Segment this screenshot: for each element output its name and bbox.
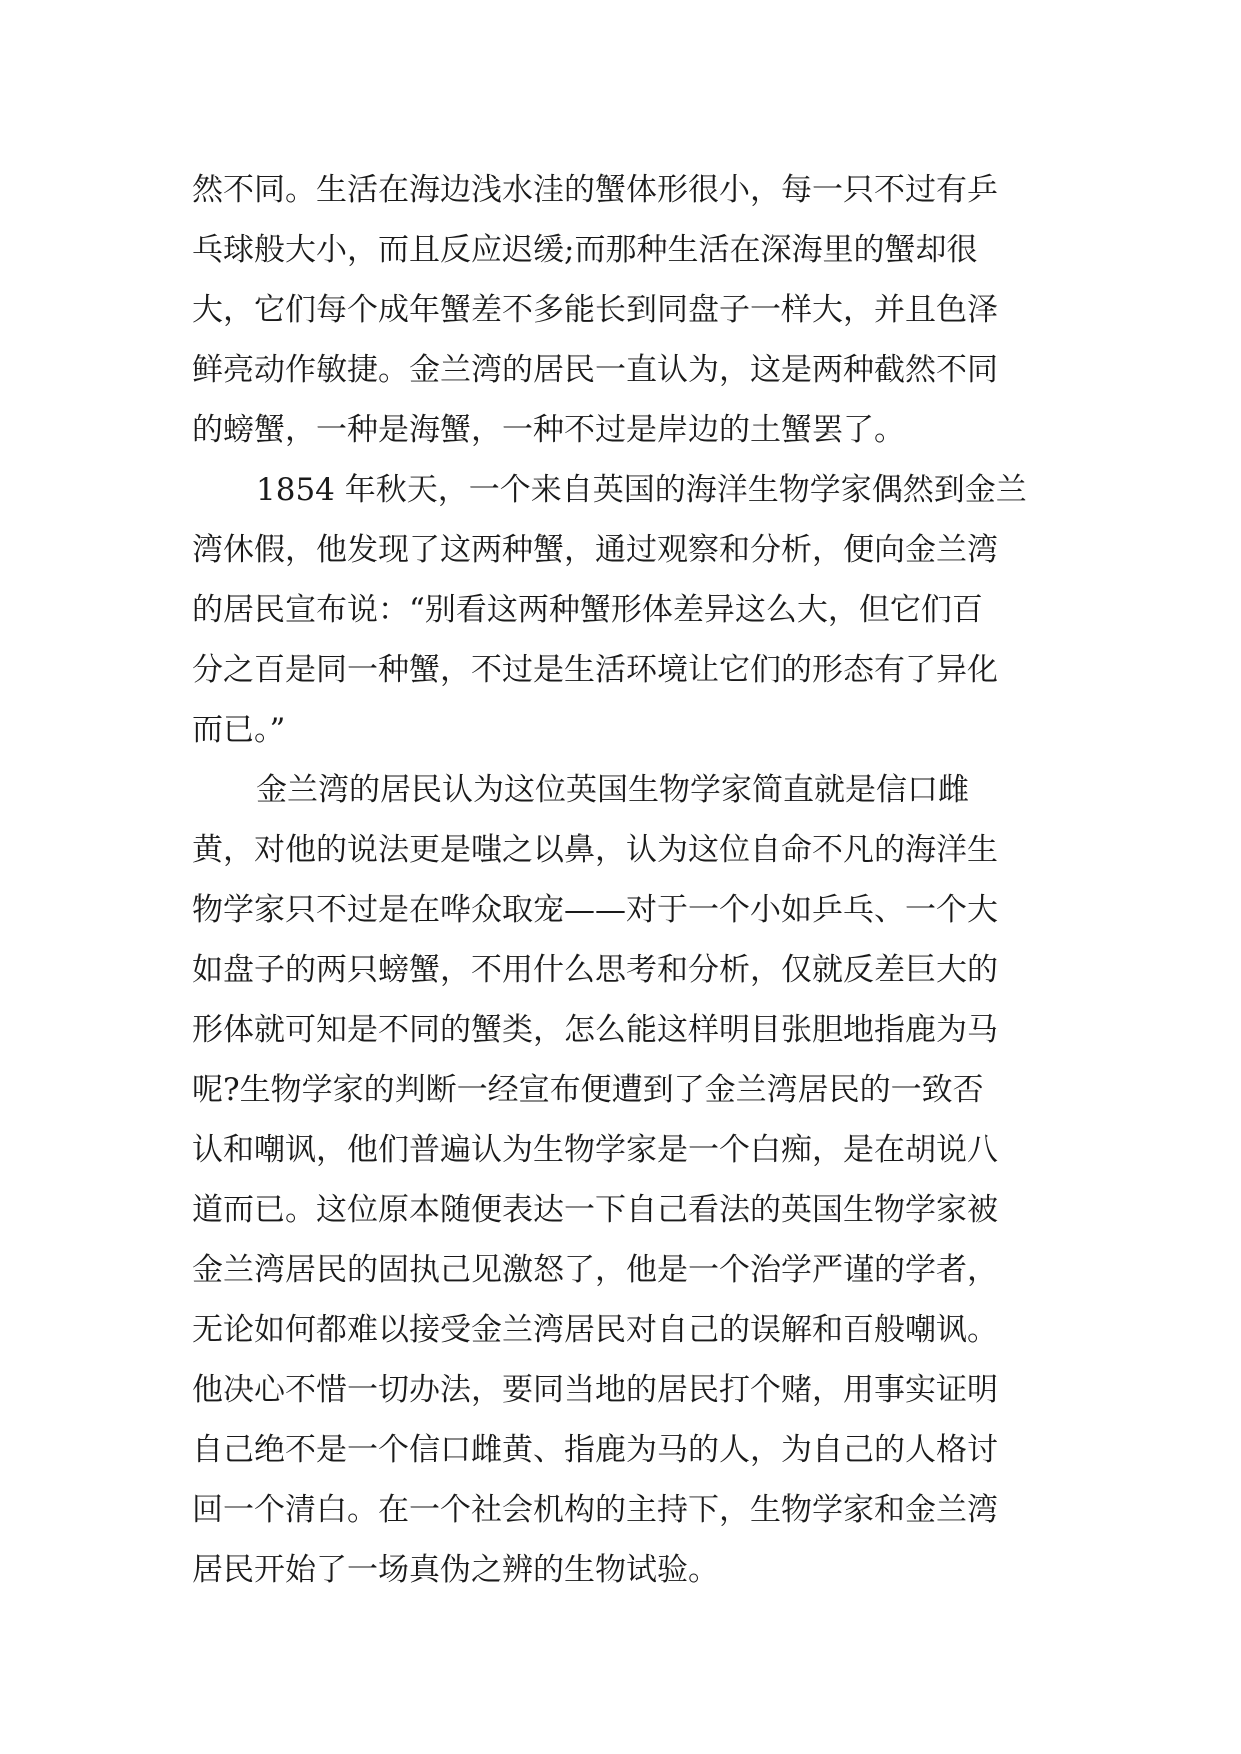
text-line: 回一个清白。在一个社会机构的主持下，生物学家和金兰湾 [192, 1492, 998, 1528]
text-line: 认和嘲讽，他们普遍认为生物学家是一个白痴，是在胡说八 [192, 1132, 998, 1168]
text-line: 乓球般大小，而且反应迟缓;而那种生活在深海里的蟹却很 [192, 232, 978, 268]
text-line: 道而已。这位原本随便表达一下自己看法的英国生物学家被 [192, 1192, 998, 1228]
text-line: 然不同。生活在海边浅水洼的蟹体形很小，每一只不过有乒 [192, 172, 998, 208]
text-line: 而已。” [192, 712, 286, 748]
text-line: 呢?生物学家的判断一经宣布便遭到了金兰湾居民的一致否 [192, 1072, 984, 1108]
text-line: 的螃蟹，一种是海蟹，一种不过是岸边的土蟹罢了。 [192, 412, 905, 448]
text-line: 的居民宣布说：“别看这两种蟹形体差异这么大，但它们百 [192, 592, 983, 628]
text-line: 物学家只不过是在哗众取宠——对于一个小如乒乓、一个大 [192, 892, 998, 928]
text-line: 自己绝不是一个信口雌黄、指鹿为马的人，为自己的人格讨 [192, 1432, 998, 1468]
text-line: 他决心不惜一切办法，要同当地的居民打个赌，用事实证明 [192, 1372, 998, 1408]
text-line: 鲜亮动作敏捷。金兰湾的居民一直认为，这是两种截然不同 [192, 352, 998, 388]
text-line: 湾休假，他发现了这两种蟹，通过观察和分析，便向金兰湾 [192, 532, 998, 568]
text-line: 无论如何都难以接受金兰湾居民对自己的误解和百般嘲讽。 [192, 1312, 998, 1348]
text-line: 如盘子的两只螃蟹，不用什么思考和分析，仅就反差巨大的 [192, 952, 998, 988]
body-text [192, 160, 1052, 1600]
text-line: 形体就可知是不同的蟹类，怎么能这样明目张胆地指鹿为马 [192, 1012, 998, 1048]
text-line: 分之百是同一种蟹，不过是生活环境让它们的形态有了异化 [192, 652, 998, 688]
text-line: 金兰湾居民的固执己见激怒了，他是一个治学严谨的学者， [192, 1252, 998, 1288]
text-line: 黄，对他的说法更是嗤之以鼻，认为这位自命不凡的海洋生 [192, 832, 998, 868]
text-line: 居民开始了一场真伪之辨的生物试验。 [192, 1552, 719, 1588]
paragraph-first-line: 金兰湾的居民认为这位英国生物学家简直就是信口雌 [256, 772, 969, 808]
paragraph-first-line: 1854 年秋天，一个来自英国的海洋生物学家偶然到金兰 [256, 472, 1027, 508]
text-line: 大，它们每个成年蟹差不多能长到同盘子一样大，并且色泽 [192, 292, 998, 328]
